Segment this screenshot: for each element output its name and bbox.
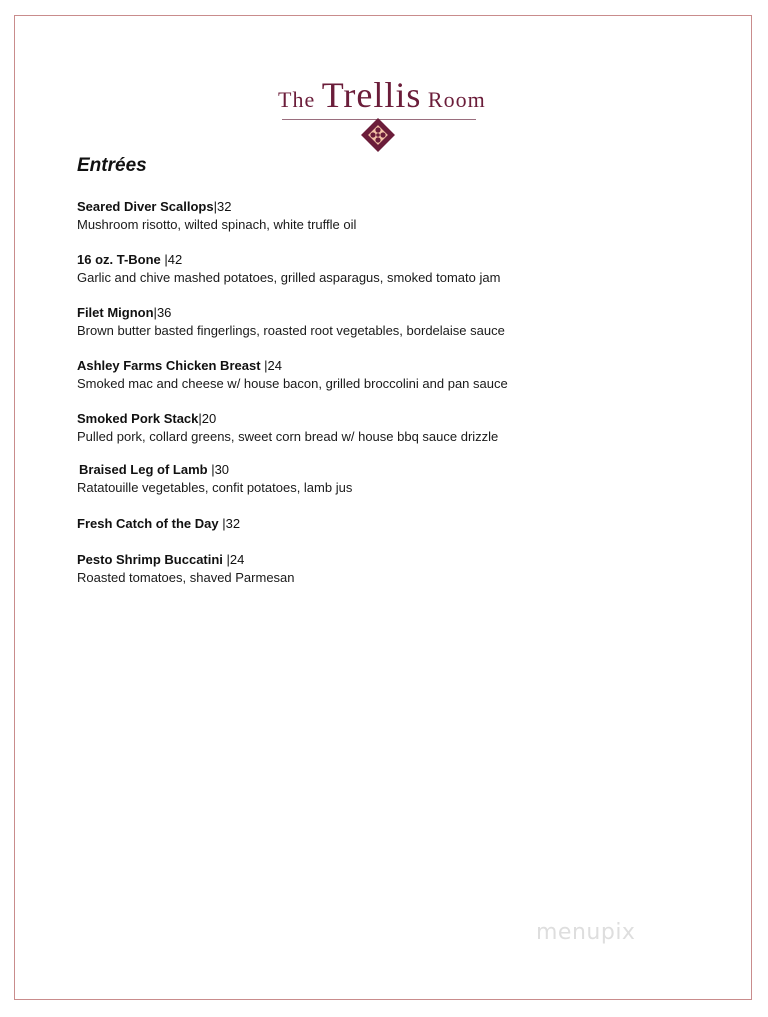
price-separator: | [213, 199, 217, 214]
menu-item [77, 551, 717, 587]
logo-word-the: The [278, 87, 316, 112]
logo-word-room: Room [427, 87, 486, 112]
item-name: Pesto Shrimp Buccatini [77, 552, 223, 567]
menu-item [77, 515, 717, 533]
item-description: Brown butter basted fingerlings, roasted root vegetables, bordelaise sauce [77, 323, 505, 338]
item-price: 32 [225, 516, 241, 531]
menu-item [77, 251, 717, 287]
item-price: 32 [216, 199, 232, 214]
item-name: Smoked Pork Stack [77, 411, 199, 426]
restaurant-logo [278, 70, 486, 156]
menu-item [77, 198, 717, 234]
item-name: Fresh Catch of the Day [77, 516, 219, 531]
price-separator: | [218, 516, 226, 531]
price-separator: | [207, 462, 215, 477]
item-price: 24 [267, 358, 282, 373]
item-description: Pulled pork, collard greens, sweet corn bread w/ house bbq sauce drizzle [77, 429, 499, 444]
item-name: Filet Mignon [77, 305, 154, 320]
item-price: 36 [156, 305, 172, 320]
item-description: Garlic and chive mashed potatoes, grilled asparagus, smoked tomato jam [77, 270, 501, 285]
logo-wordmark [278, 70, 486, 125]
item-name: Ashley Farms Chicken Breast [77, 358, 261, 373]
menu-item [77, 410, 717, 446]
item-price: 42 [167, 252, 183, 267]
logo-word-trellis: Trellis [321, 75, 422, 115]
item-price: 24 [229, 552, 245, 567]
trellis-emblem-icon [361, 118, 395, 152]
menu-item [77, 304, 717, 340]
item-price: 20 [201, 411, 217, 426]
item-price: 30 [214, 462, 230, 477]
watermark-logo: menupix [536, 920, 636, 945]
price-separator: | [260, 358, 268, 373]
menu-item [77, 357, 717, 393]
item-description: Roasted tomatoes, shaved Parmesan [77, 570, 295, 585]
price-separator: | [198, 411, 202, 426]
price-separator: | [222, 552, 230, 567]
item-description: Smoked mac and cheese w/ house bacon, grilled broccolini and pan sauce [77, 376, 508, 391]
item-name: Seared Diver Scallops [77, 199, 214, 214]
price-separator: | [160, 252, 168, 267]
item-name: Braised Leg of Lamb [79, 462, 208, 477]
item-description: Ratatouille vegetables, confit potatoes, lamb jus [77, 480, 353, 495]
menu-item [79, 461, 719, 497]
price-separator: | [153, 305, 157, 320]
section-title-entrees: Entrées [77, 155, 147, 176]
item-name: 16 oz. T-Bone [77, 252, 161, 267]
item-description: Mushroom risotto, wilted spinach, white truffle oil [77, 217, 357, 232]
